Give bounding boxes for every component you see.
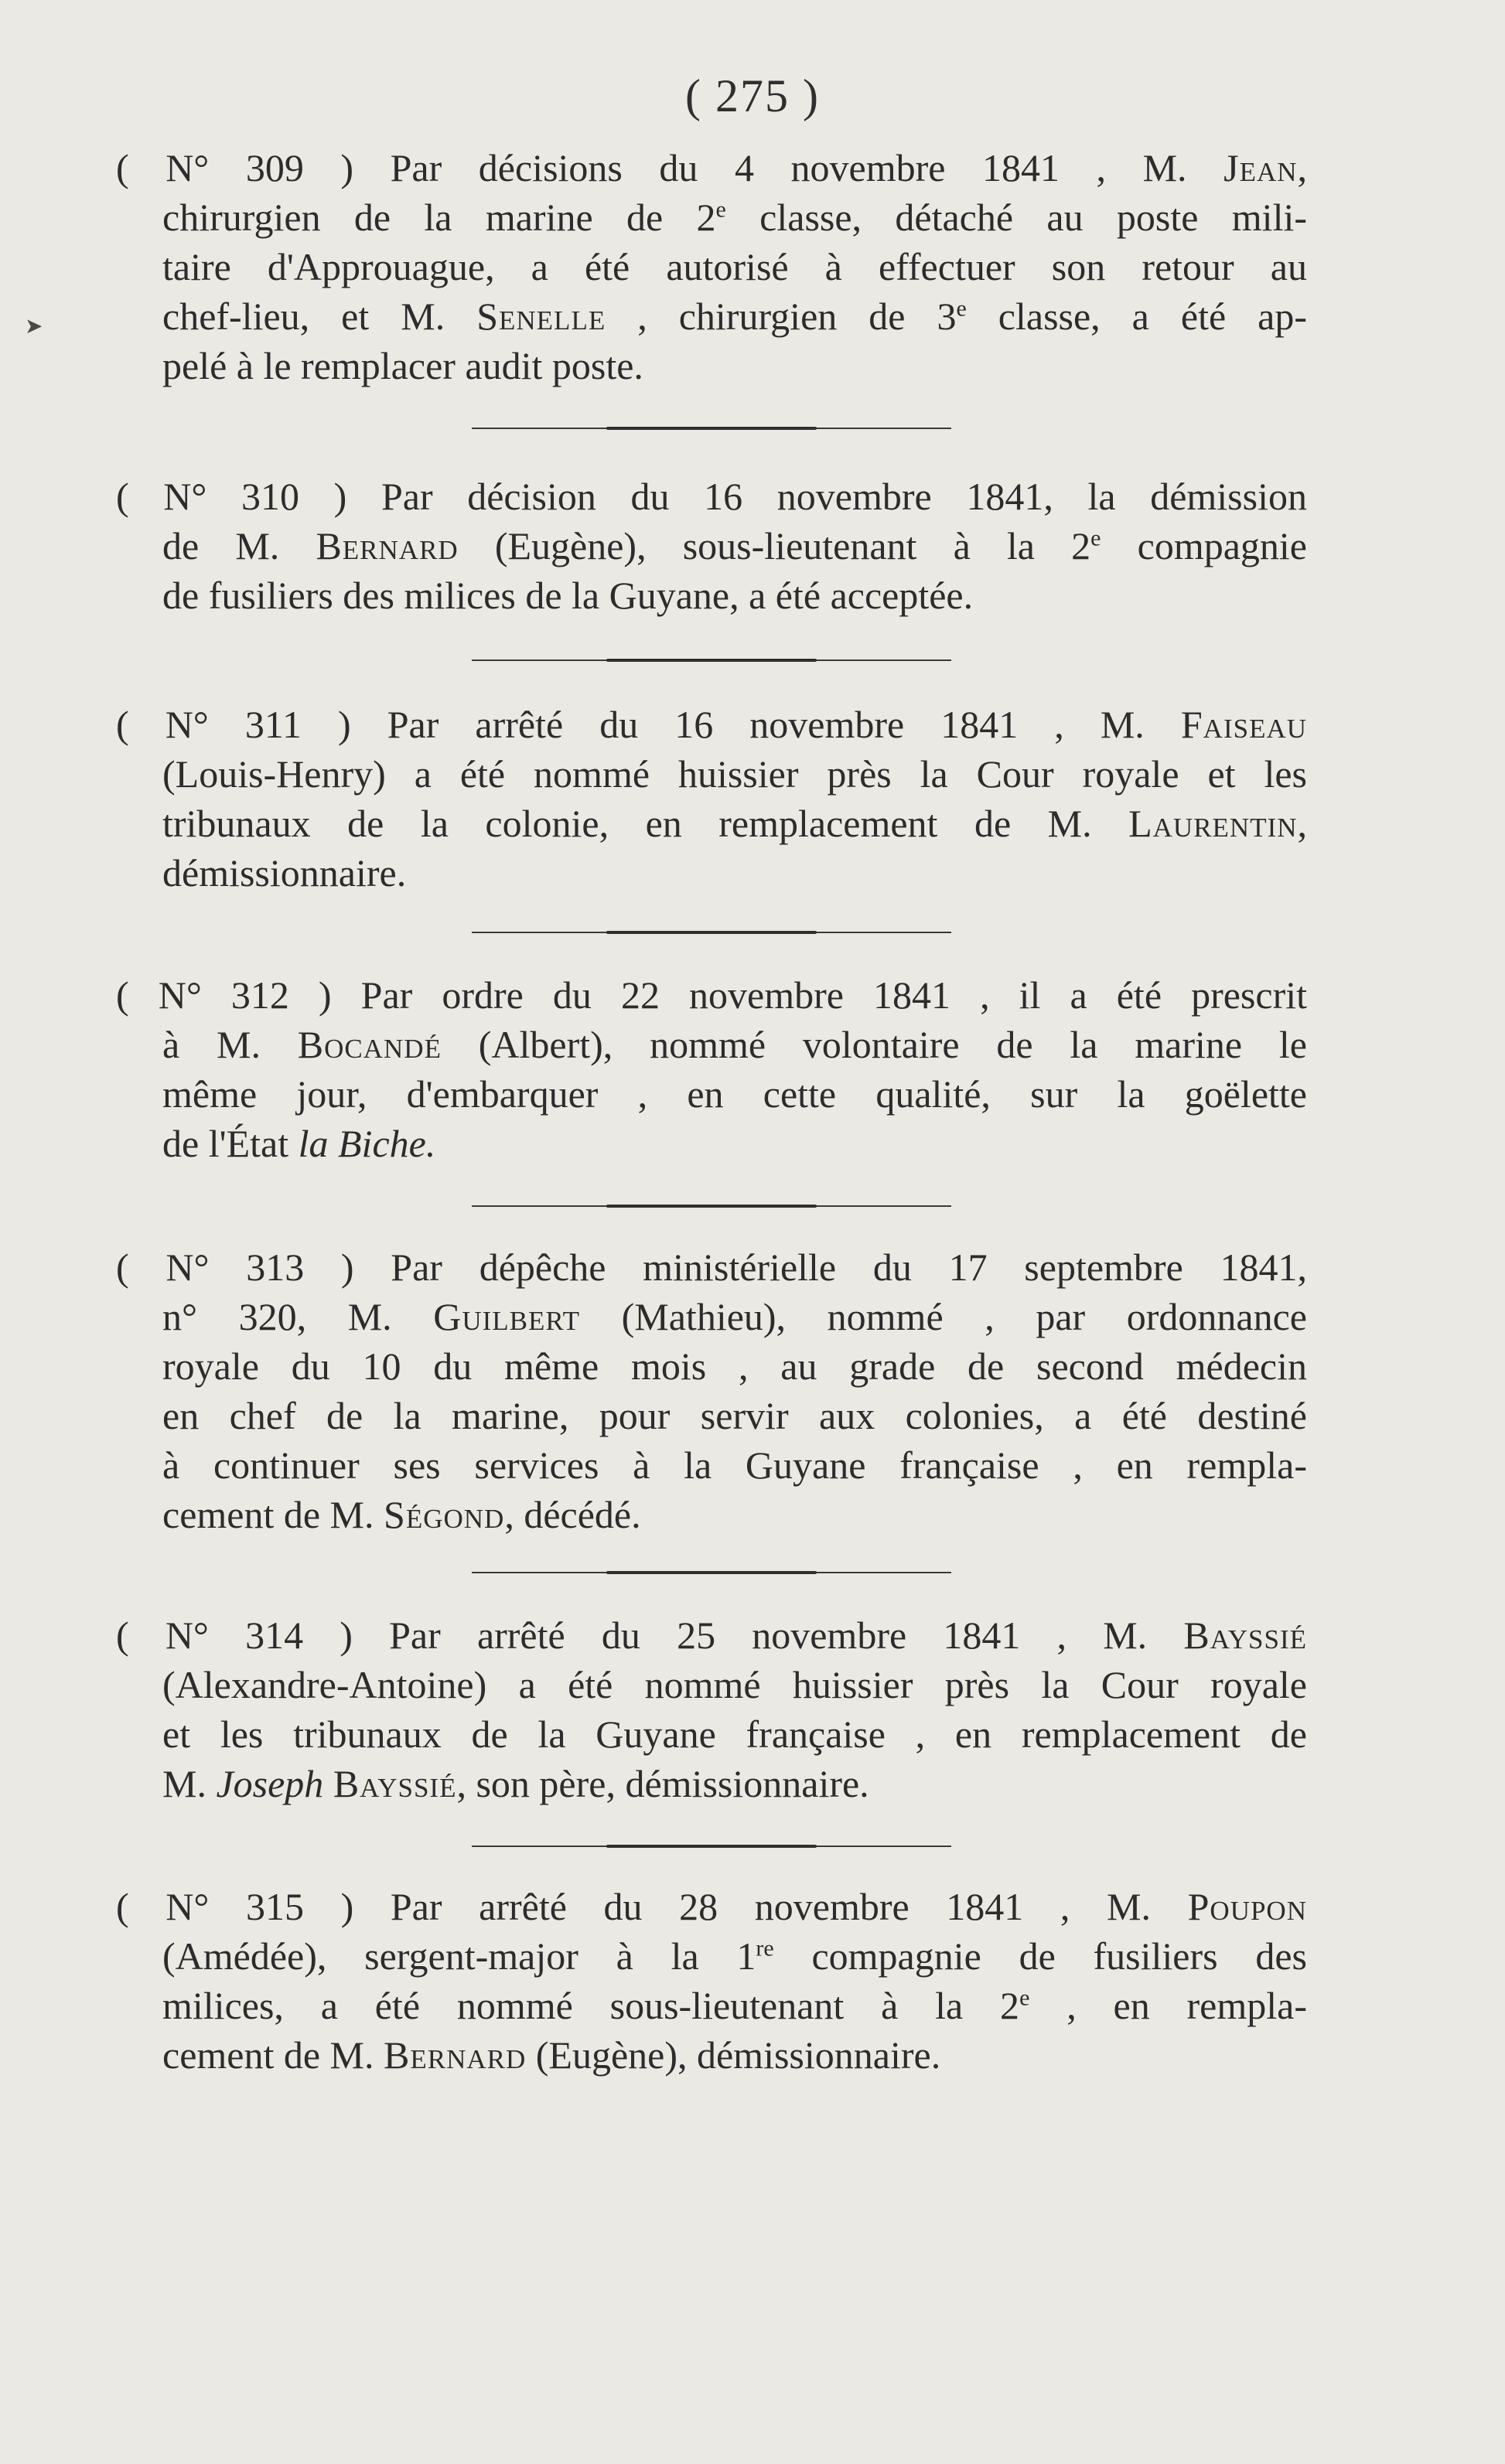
entry-line: pelé à le remplacer audit poste. xyxy=(162,344,643,387)
entry-line: royale du 10 du même mois , au grade de second médecin xyxy=(162,1344,1307,1388)
entry-line: à M. Bocandé (Albert), nommé volontaire de la marine le xyxy=(162,1023,1307,1066)
separator-rule xyxy=(472,1205,951,1208)
page-number: ( 275 ) xyxy=(685,70,820,121)
entry-line: de M. Bernard (Eugène), sous-lieutenant à la 2e compagnie xyxy=(162,524,1307,567)
superscript: e xyxy=(1090,525,1101,551)
entry-line: même jour, d'embarquer , en cette qualité, sur la goëlette xyxy=(162,1072,1307,1116)
entry-line: tribunaux de la colonie, en remplacement de M. Laurentin, xyxy=(162,802,1307,845)
italic-text: la Biche. xyxy=(298,1122,436,1165)
entry-311 xyxy=(116,700,1307,898)
entry-line: ( N° 315 ) Par arrêté du 28 novembre 1841 , M. Poupon xyxy=(116,1885,1307,1928)
separator-rule xyxy=(472,1571,951,1574)
superscript: e xyxy=(956,295,967,322)
entry-line: n° 320, M. Guilbert (Mathieu), nommé , par ordonnance xyxy=(162,1295,1307,1338)
entry-line: taire d'Approuague, a été autorisé à effectuer son retour au xyxy=(162,245,1307,288)
proper-name: Bernard xyxy=(384,2033,527,2077)
superscript: e xyxy=(1019,1985,1030,2011)
proper-name: Bocandé xyxy=(297,1023,442,1066)
proper-name: Laurentin xyxy=(1128,802,1298,845)
entry-line: chirurgien de la marine de 2e classe, détaché au poste mili- xyxy=(162,196,1307,239)
proper-name: Faiseau xyxy=(1180,703,1307,746)
entry-line: de l'État la Biche. xyxy=(162,1122,436,1165)
entry-line: démissionnaire. xyxy=(162,851,407,895)
entry-line: (Amédée), sergent-major à la 1re compagnie de fusiliers des xyxy=(162,1934,1307,1978)
proper-name: Bayssié xyxy=(1183,1614,1307,1657)
separator-rule xyxy=(472,931,951,934)
proper-name: Guilbert xyxy=(433,1295,581,1338)
entry-line: ( N° 313 ) Par dépêche ministérielle du 17 septembre 1841, xyxy=(116,1246,1307,1289)
entry-312 xyxy=(116,970,1307,1168)
separator-rule xyxy=(472,659,951,662)
entry-line: M. Joseph Bayssié, son père, démissionnaire. xyxy=(162,1762,869,1805)
entry-315 xyxy=(116,1882,1307,2080)
entry-line: (Alexandre-Antoine) a été nommé huissier près la Cour royale xyxy=(162,1663,1307,1706)
entry-line: cement de M. Bernard (Eugène), démissionnaire. xyxy=(162,2033,941,2077)
proper-name: Jean xyxy=(1223,146,1298,189)
entry-line: (Louis-Henry) a été nommé huissier près la Cour royale et les xyxy=(162,752,1307,796)
entry-line: en chef de la marine, pour servir aux colonies, a été destiné xyxy=(162,1394,1307,1437)
entry-line: ( N° 310 ) Par décision du 16 novembre 1841, la démission xyxy=(116,475,1307,518)
proper-name: Ségond xyxy=(384,1493,505,1536)
entry-line: et les tribunaux de la Guyane française , en remplacement de xyxy=(162,1713,1307,1756)
entry-313 xyxy=(116,1242,1307,1539)
entry-line: chef-lieu, et M. Senelle , chirurgien de 3e classe, a été ap- xyxy=(162,295,1307,338)
italic-text: Joseph xyxy=(216,1762,324,1805)
proper-name: Bernard xyxy=(316,524,459,567)
entry-line: milices, a été nommé sous-lieutenant à la 2e , en rempla- xyxy=(162,1984,1307,2027)
proper-name: Senelle xyxy=(476,295,606,338)
entry-line: ( N° 314 ) Par arrêté du 25 novembre 1841 , M. Bayssié xyxy=(116,1614,1307,1657)
entry-line: ( N° 312 ) Par ordre du 22 novembre 1841 , il a été prescrit xyxy=(116,973,1307,1017)
entry-line: ( N° 311 ) Par arrêté du 16 novembre 1841 , M. Faiseau xyxy=(116,703,1307,746)
proper-name: Bayssié xyxy=(333,1762,457,1805)
separator-rule xyxy=(472,427,951,430)
entry-314 xyxy=(116,1610,1307,1808)
entry-line: ( N° 309 ) Par décisions du 4 novembre 1841 , M. Jean, xyxy=(116,146,1307,189)
entry-310 xyxy=(116,472,1307,620)
entry-line: de fusiliers des milices de la Guyane, a été acceptée. xyxy=(162,574,974,617)
margin-mark-icon: ➤ xyxy=(25,313,43,339)
entry-line: à continuer ses services à la Guyane française , en rempla- xyxy=(162,1443,1307,1487)
proper-name: Poupon xyxy=(1187,1885,1307,1928)
separator-rule xyxy=(472,1845,951,1848)
entry-line: cement de M. Ségond, décédé. xyxy=(162,1493,641,1536)
superscript: e xyxy=(715,196,726,223)
superscript: re xyxy=(756,1935,774,1961)
entry-309 xyxy=(116,143,1307,390)
